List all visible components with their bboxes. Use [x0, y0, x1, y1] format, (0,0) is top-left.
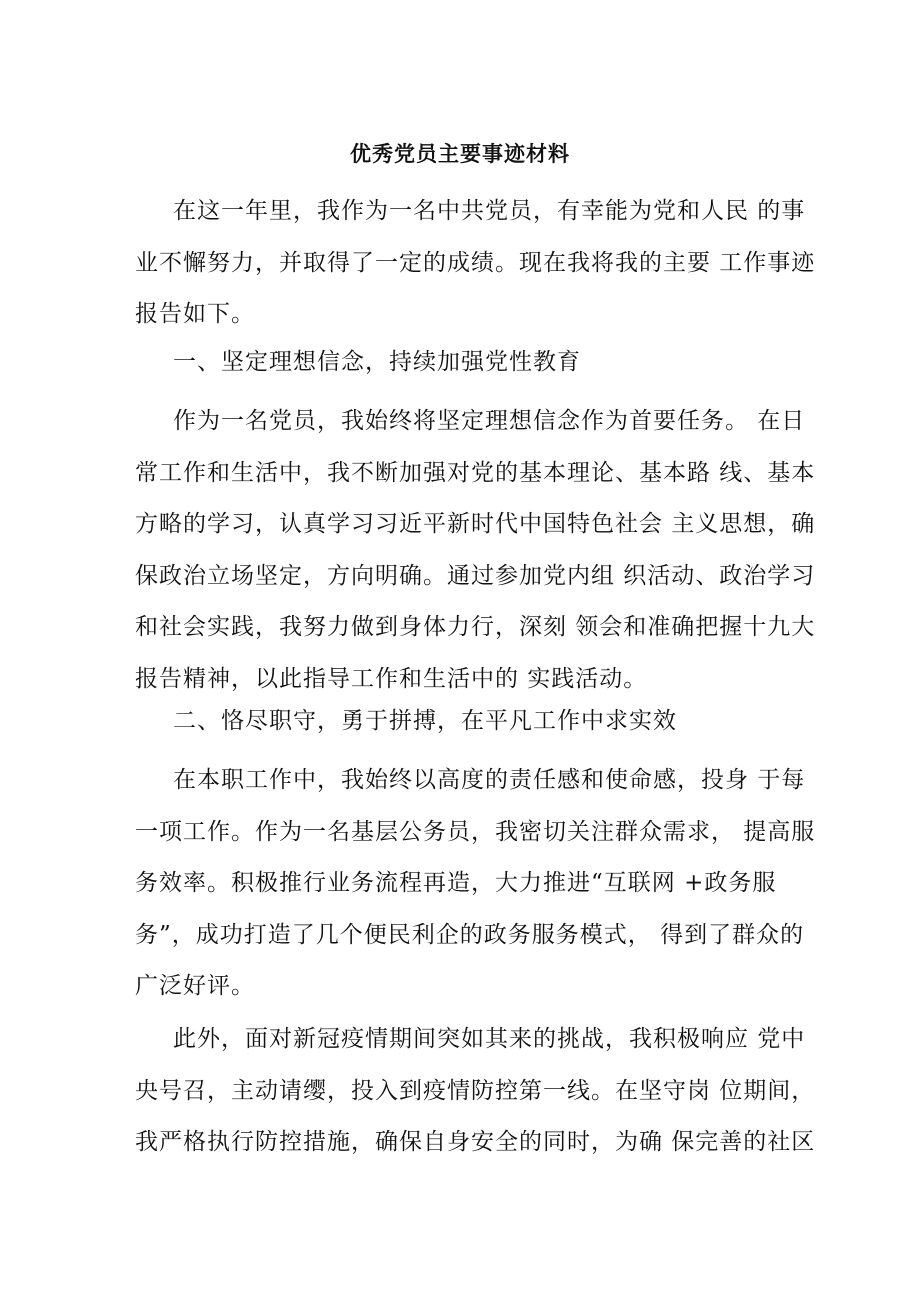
heading-text: 二、恪尽职守，勇于拼搏，在平凡工作中求实效 — [173, 708, 677, 734]
text-line: 报告如下。 — [135, 301, 255, 327]
text-line: 此外，面对新冠疫情期间突如其来的挑战，我积极响应 党中 — [173, 1026, 806, 1052]
text-line: 常工作和生活中，我不断加强对党的基本理论、基本路 线、基本 — [135, 459, 816, 486]
text-line: 在本职工作中，我始终以高度的责任感和使命感，投身 于每 — [173, 767, 806, 793]
text-line: 报告精神，以此指导工作和生活中的 实践活动。 — [135, 665, 648, 692]
text-line: 一项工作。作为一名基层公务员，我密切关注群众需求， 提高服 — [135, 818, 816, 845]
paragraph-body-1 — [135, 396, 816, 705]
paragraph-body-3 — [135, 1014, 816, 1169]
text-line: 作为一名党员，我始终将坚定理想信念作为首要任务。 在日 — [173, 408, 806, 434]
text-line: 保政治立场坚定，方向明确。通过参加党内组 织活动、政治学习 — [135, 562, 816, 589]
heading-text: 一、坚定理想信念，持续加强党性教育 — [173, 349, 581, 375]
paragraph-intro — [135, 186, 816, 341]
text-line: 方略的学习，认真学习习近平新时代中国特色社会 主义思想，确 — [135, 511, 816, 537]
section-heading-2 — [135, 696, 790, 748]
text-line: 业不懈努力，并取得了一定的成绩。现在我将我的主要 工作事迹 — [135, 249, 816, 276]
text-line: 广泛好评。 — [135, 973, 255, 999]
document-title: 优秀党员主要事迹材料 — [350, 141, 570, 166]
text-line: 央号召，主动请缨，投入到疫情防控第一线。在坚守岗 位期间， — [135, 1077, 816, 1104]
text-line: 和社会实践，我努力做到身体力行，深刻 领会和准确把握十九大 — [135, 614, 816, 640]
text-line: 我严格执行防控措施，确保自身安全的同时，为确 保完善的社区 — [135, 1129, 816, 1155]
text-line: 务效率。积极推行业务流程再造，大力推进“互联网 +政务服 — [135, 870, 777, 896]
paragraph-body-2 — [135, 755, 816, 1013]
section-heading-1 — [135, 337, 790, 389]
text-line: 务”，成功打造了几个便民利企的政务服务模式， 得到了群众的 — [135, 921, 805, 948]
text-line: 在这一年里，我作为一名中共党员，有幸能为党和人民 的事 — [173, 198, 806, 224]
